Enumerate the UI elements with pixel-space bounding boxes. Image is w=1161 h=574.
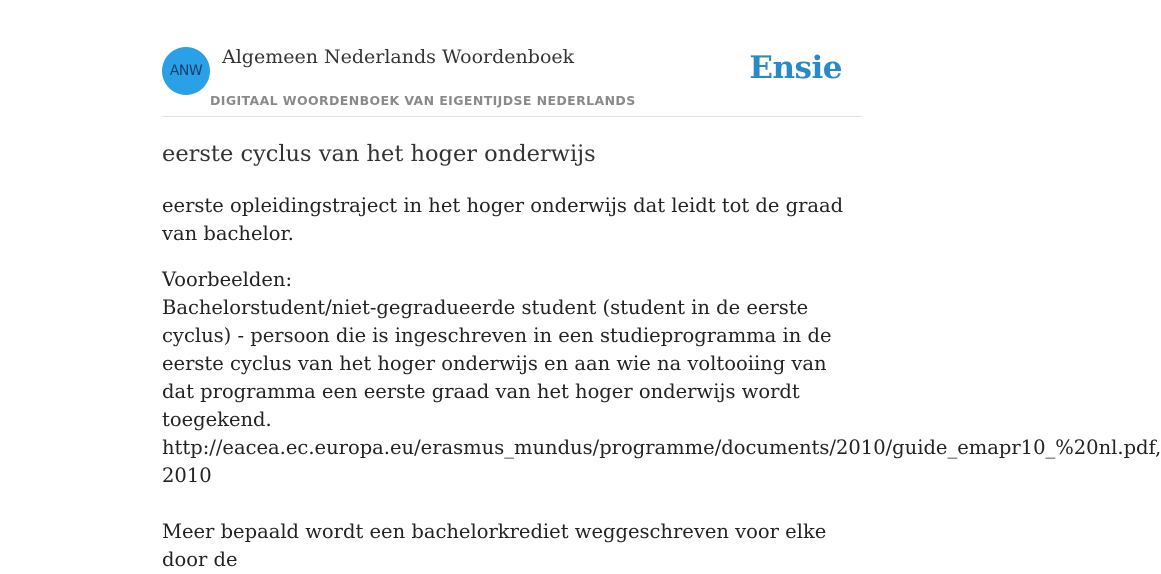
example-text: Bachelorstudent/niet-gegradueerde student (student in de eerste cyclus) - persoon die is ingeschreven in een studieprogramma in de eerste cyclus van het hoger onderwijs en aan wie na voltooiing van dat programma een eerste graad van het hoger onderwijs wordt toegekend. [162, 296, 832, 431]
entry-definition: eerste opleidingstraject in het hoger onderwijs dat leidt tot de graad van bachelor. [162, 194, 844, 245]
example-source-link[interactable]: http://eacea.ec.europa.eu/erasmus_mundus/programme/documents/2010/guide_emapr10_%20nl.pdf, [162, 436, 1161, 459]
entry-content [162, 130, 1161, 574]
entry-title: eerste cyclus van het hoger onderwijs [162, 141, 596, 167]
examples-label: Voorbeelden: [162, 268, 293, 291]
site-subtitle: DIGITAAL WOORDENBOEK VAN EIGENTIJDSE NEDERLANDS [210, 93, 636, 108]
site-title[interactable]: Algemeen Nederlands Woordenboek [222, 46, 575, 68]
example-spacer [162, 490, 862, 518]
example-text: Meer bepaald wordt een bachelorkrediet weggeschreven voor elke door de [162, 520, 827, 571]
examples-section [162, 266, 1161, 574]
anw-logo[interactable] [162, 47, 210, 95]
logo-text: ANW [169, 63, 203, 79]
site-header [162, 0, 862, 117]
ensie-logo-link[interactable]: Ensie [749, 50, 842, 86]
example-source-year: 2010 [162, 464, 212, 487]
